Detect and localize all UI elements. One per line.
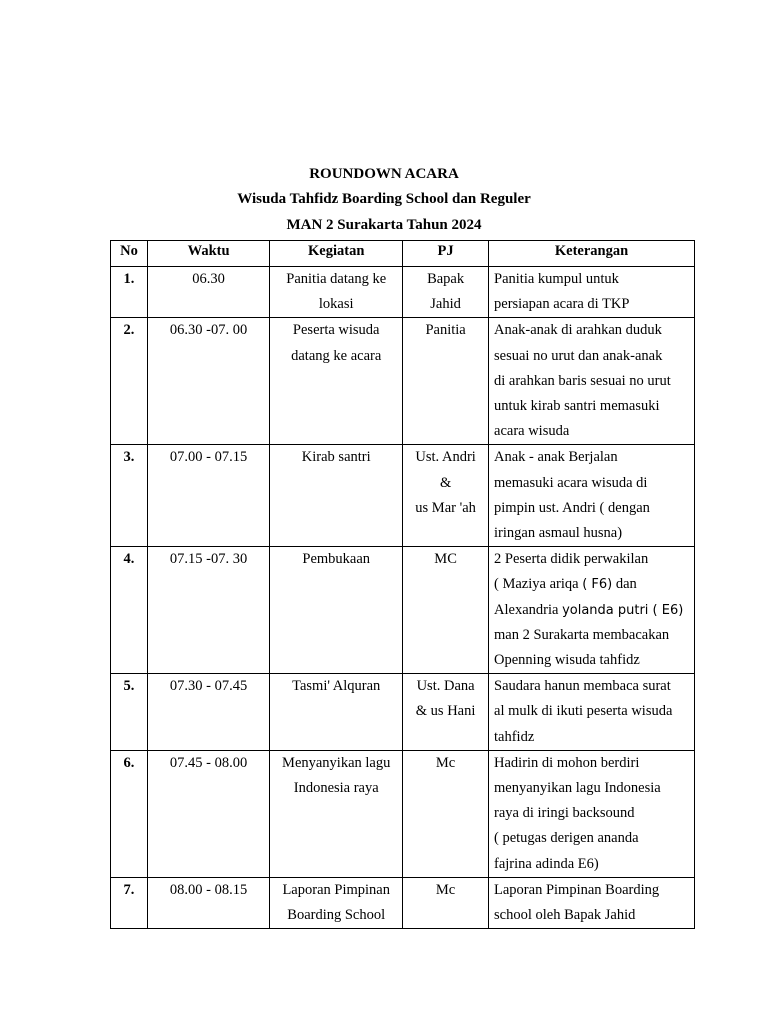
activity-line: Indonesia raya <box>293 780 379 797</box>
row-notes <box>489 547 695 674</box>
pic-line: Ust. Dana <box>416 678 475 695</box>
notes-line: ( petugas derigen ananda <box>494 830 639 847</box>
notes-line: Panitia kumpul untuk <box>494 271 619 287</box>
notes-fragment: Alexandria <box>494 601 563 618</box>
row-notes <box>489 267 695 318</box>
row-pic <box>403 750 489 877</box>
activity-line: Menyanyikan lagu <box>282 754 391 771</box>
row-notes <box>489 318 695 445</box>
notes-line: persiapan acara di TKP <box>494 296 630 313</box>
notes-line: memasuki acara wisuda di <box>494 474 648 491</box>
pic-line: Bapak <box>427 271 465 287</box>
row-time: 08.00 - 08.15 <box>147 877 269 928</box>
table-row <box>111 318 695 445</box>
table-row <box>111 750 695 877</box>
row-activity <box>270 750 403 877</box>
header-kegiatan: Kegiatan <box>270 241 403 267</box>
activity-line: Peserta wisuda <box>292 322 380 339</box>
activity-line: lokasi <box>318 296 354 313</box>
notes-line: Anak - anak Berjalan <box>494 449 618 466</box>
notes-line: acara wisuda <box>494 423 570 440</box>
pic-line: & us Hani <box>415 703 476 720</box>
activity-line: Laporan Pimpinan <box>282 881 390 898</box>
header-pj: PJ <box>403 241 489 267</box>
pic-line: us Mar 'ah <box>415 499 476 516</box>
table-row <box>111 547 695 674</box>
header-waktu: Waktu <box>147 241 269 267</box>
table-row <box>111 674 695 751</box>
pic-line: Mc <box>435 754 456 771</box>
pic-line: & <box>439 474 452 491</box>
table-row <box>111 877 695 928</box>
row-time: 07.00 - 07.15 <box>147 445 269 547</box>
row-activity <box>270 318 403 445</box>
row-number: 6. <box>111 750 148 877</box>
row-number: 4. <box>111 547 148 674</box>
notes-fragment: ( F6) <box>582 577 613 593</box>
notes-line: school oleh Bapak Jahid <box>494 907 636 924</box>
notes-line: fajrina adinda E6) <box>494 855 599 872</box>
notes-line: iringan asmaul husna) <box>494 525 623 542</box>
row-pic <box>403 547 489 674</box>
notes-line: tahfidz <box>494 728 535 745</box>
row-notes <box>489 750 695 877</box>
row-time: 07.45 - 08.00 <box>147 750 269 877</box>
table-header-row <box>111 241 695 267</box>
row-notes <box>489 674 695 751</box>
row-pic <box>403 318 489 445</box>
row-time: 07.15 -07. 30 <box>147 547 269 674</box>
pic-line: MC <box>434 551 457 568</box>
pic-line: Panitia <box>425 322 466 339</box>
notes-line: Openning wisuda tahfidz <box>494 652 640 669</box>
notes-line: Hadirin di mohon berdiri <box>494 754 640 771</box>
notes-line: 2 Peserta didik perwakilan <box>494 551 649 568</box>
notes-line <box>494 572 689 597</box>
notes-line: di arahkan baris sesuai no urut <box>494 372 671 389</box>
rundown-table <box>110 240 695 929</box>
row-time: 07.30 - 07.45 <box>147 674 269 751</box>
row-activity <box>270 267 403 318</box>
row-number: 7. <box>111 877 148 928</box>
header-keterangan: Keterangan <box>489 241 695 267</box>
row-activity <box>270 674 403 751</box>
pic-line: Mc <box>435 881 456 898</box>
row-pic <box>403 877 489 928</box>
row-number: 5. <box>111 674 148 751</box>
notes-line: al mulk di ikuti peserta wisuda <box>494 703 673 720</box>
activity-line: Pembukaan <box>302 551 371 568</box>
row-number: 3. <box>111 445 148 547</box>
notes-line: Anak-anak di arahkan duduk <box>494 322 662 339</box>
notes-line: Saudara hanun membaca surat <box>494 678 671 695</box>
pic-line: Jahid <box>430 296 461 313</box>
row-number: 1. <box>111 267 148 318</box>
notes-line: Laporan Pimpinan Boarding <box>494 881 660 898</box>
document-subtitle-year: MAN 2 Surakarta Tahun 2024 <box>286 217 482 233</box>
row-notes <box>489 445 695 547</box>
row-time: 06.30 <box>147 267 269 318</box>
row-number: 2. <box>111 318 148 445</box>
row-pic <box>403 674 489 751</box>
header-no: No <box>111 241 148 267</box>
pic-line: Ust. Andri <box>415 449 476 466</box>
notes-line <box>494 598 689 623</box>
row-activity <box>270 547 403 674</box>
row-activity <box>270 877 403 928</box>
row-notes <box>489 877 695 928</box>
activity-line: Kirab santri <box>301 449 371 466</box>
notes-line: menyanyikan lagu Indonesia <box>494 780 661 797</box>
notes-line: pimpin ust. Andri ( dengan <box>494 499 650 516</box>
table-row <box>111 445 695 547</box>
activity-line: Tasmi' Alquran <box>292 678 381 695</box>
activity-line: Panitia datang ke <box>286 271 387 287</box>
row-activity <box>270 445 403 547</box>
notes-fragment: yolanda putri ( E6) <box>562 602 684 618</box>
activity-line: Boarding School <box>287 907 386 924</box>
table-row <box>111 267 695 318</box>
notes-line: untuk kirab santri memasuki <box>494 398 660 415</box>
activity-line: datang ke acara <box>291 347 382 364</box>
row-pic <box>403 267 489 318</box>
document-title: ROUNDOWN ACARA <box>309 166 459 182</box>
row-pic <box>403 445 489 547</box>
notes-line: man 2 Surakarta membacakan <box>494 626 670 643</box>
notes-fragment: ( Maziya ariqa <box>494 576 583 593</box>
notes-line: raya di iringi backsound <box>494 805 635 822</box>
notes-fragment: dan <box>612 576 637 593</box>
notes-line: sesuai no urut dan anak-anak <box>494 347 663 364</box>
row-time: 06.30 -07. 00 <box>147 318 269 445</box>
document-subtitle: Wisuda Tahfidz Boarding School dan Reguler <box>237 191 531 207</box>
